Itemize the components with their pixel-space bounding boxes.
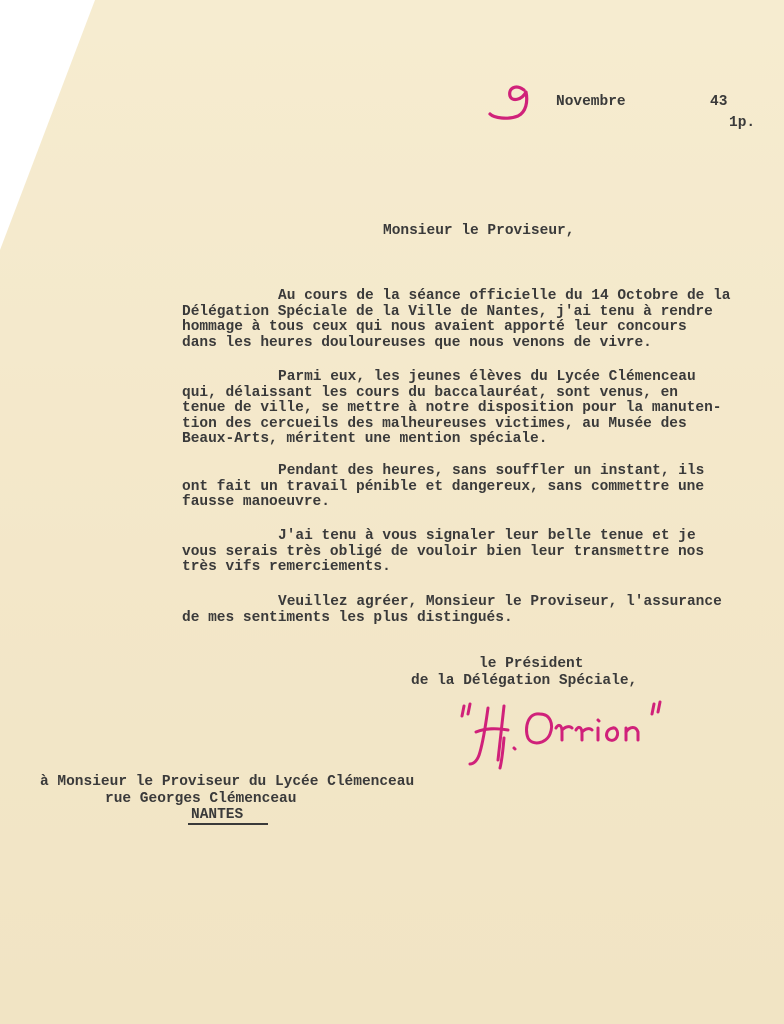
- recipient-city: NANTES: [191, 807, 244, 823]
- text-line: de mes sentiments les plus distingués.: [182, 609, 513, 626]
- recipient-street: rue Georges Clémenceau: [105, 791, 297, 807]
- handwritten-signature: [458, 698, 678, 770]
- text-line: qui, délaissant les cours du baccalauréat, sont venus, en: [182, 384, 678, 401]
- text-line: Parmi eux, les jeunes élèves du Lycée Clémenceau: [278, 369, 696, 385]
- text-line: Au cours de la séance officielle du 14 Octobre de la: [278, 288, 731, 304]
- text-line: très vifs remerciements.: [182, 559, 391, 575]
- signatory-title: le Président: [479, 656, 584, 672]
- paragraph-4: [182, 529, 782, 576]
- text-line: Beaux-Arts, méritent une mention spéciale.: [182, 431, 548, 447]
- text-line: Veuillez agréer, Monsieur le Proviseur, l'assurance: [278, 594, 722, 610]
- date-month: Novembre: [556, 94, 626, 110]
- text-line: Pendant des heures, sans souffler un instant, ils: [278, 463, 705, 479]
- text-line: J'ai tenu à vous signaler leur belle tenue et je: [278, 528, 696, 544]
- text-line: tenue de ville, se mettre à notre disposition pour la manuten-: [182, 400, 722, 416]
- text-line: Délégation Spéciale de la Ville de Nantes, j'ai tenu à rendre: [182, 303, 713, 320]
- date-year: 43: [710, 94, 728, 110]
- text-line: ont fait un travail pénible et dangereux, sans commettre une: [182, 478, 705, 495]
- day-number: 9: [488, 80, 489, 81]
- salutation: Monsieur le Proviseur,: [383, 223, 575, 239]
- paragraph-2: [182, 370, 782, 448]
- page-reference: 1p.: [729, 115, 756, 131]
- paragraph-3: [182, 464, 782, 511]
- text-line: fausse manoeuvre.: [182, 494, 330, 510]
- city-underline: [188, 823, 268, 825]
- paragraph-5: [182, 595, 782, 626]
- text-line: dans les heures douloureuses que nous venons de vivre.: [182, 334, 652, 351]
- torn-corner: [0, 0, 95, 250]
- paragraph-1: [182, 289, 782, 351]
- text-line: hommage à tous ceux qui nous avaient apporté leur concours: [182, 319, 687, 335]
- recipient-name: à Monsieur le Proviseur du Lycée Clémenceau: [40, 774, 415, 790]
- signatory-office: de la Délégation Spéciale,: [411, 673, 638, 689]
- text-line: vous serais très obligé de vouloir bien leur transmettre nos: [182, 543, 705, 560]
- handwritten-day: [488, 80, 544, 124]
- text-line: tion des cercueils des malheureuses victimes, au Musée des: [182, 415, 687, 432]
